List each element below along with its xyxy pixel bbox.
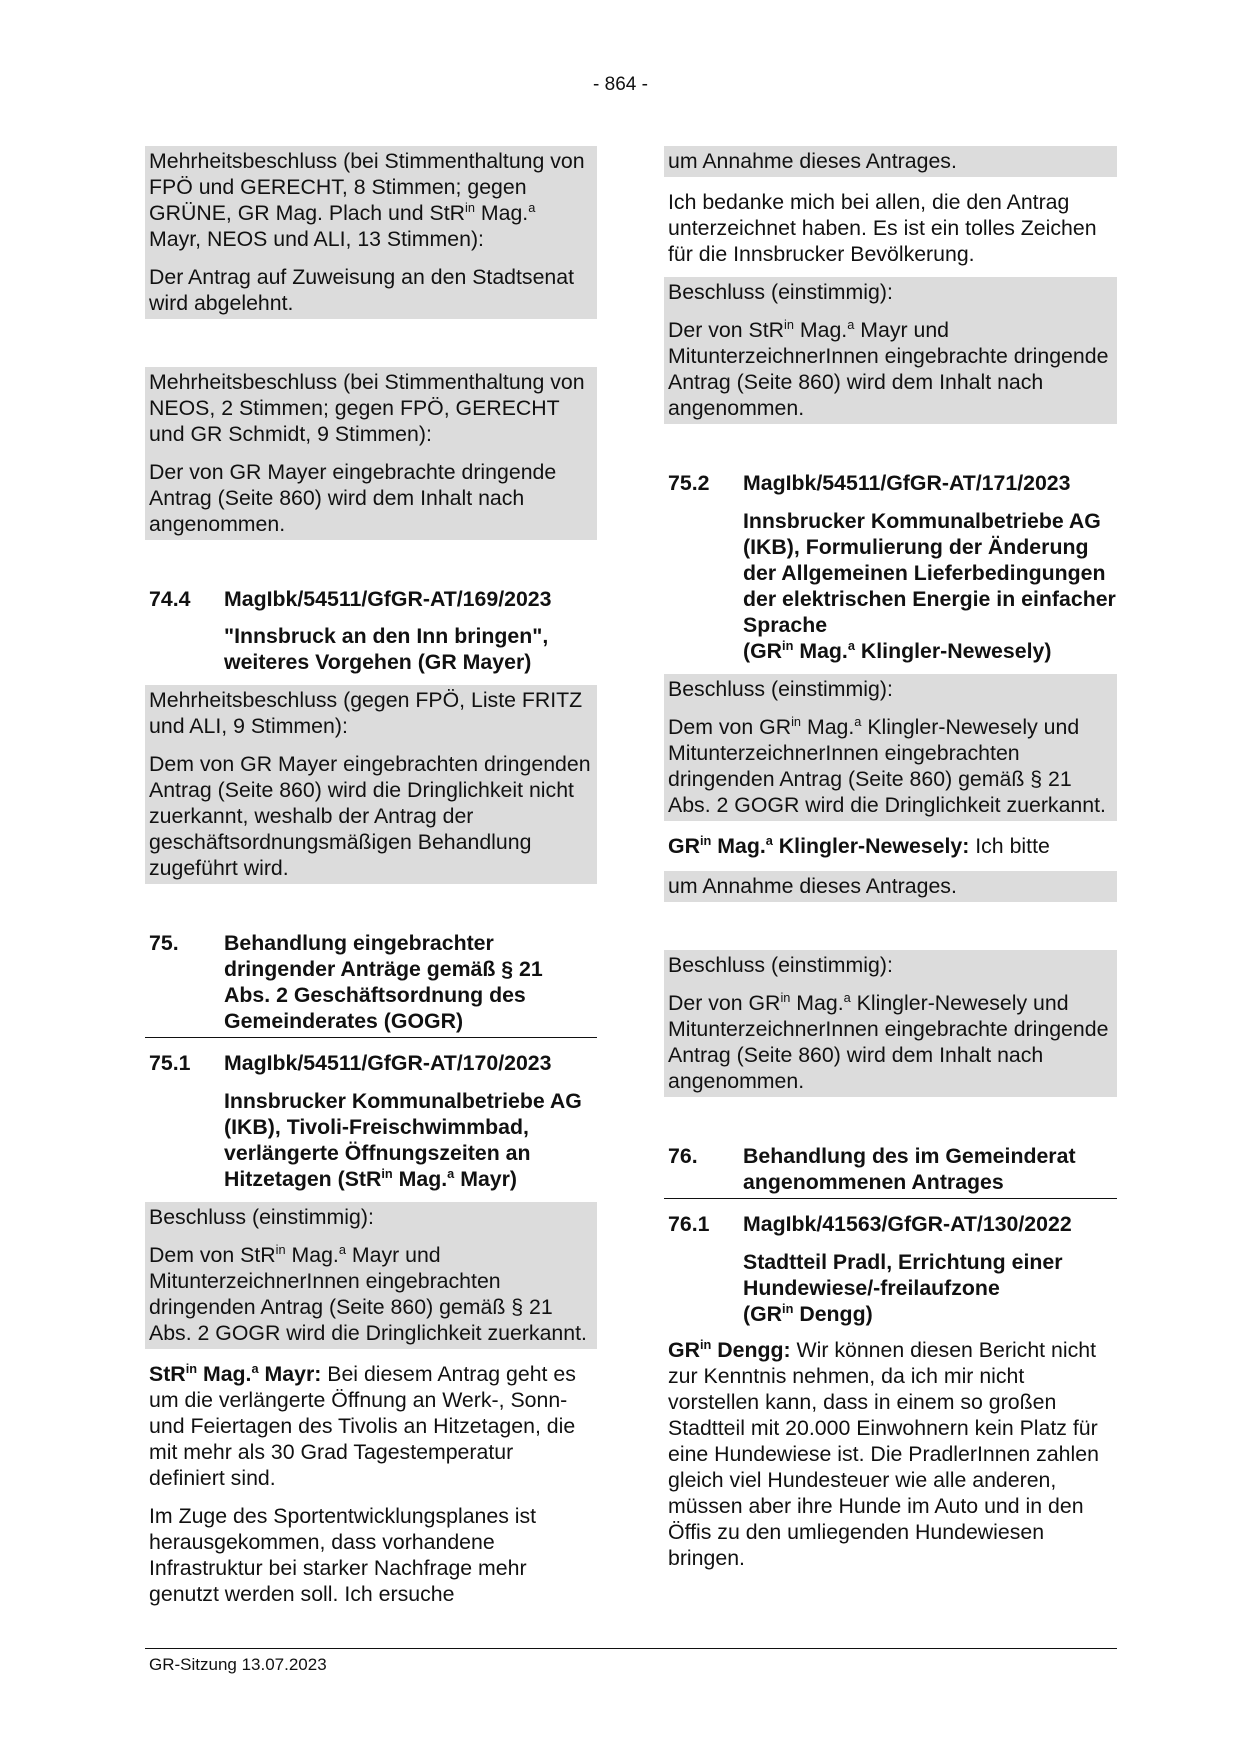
resolution-text: Beschluss (einstimmig): (668, 280, 893, 304)
resolution-text: Mehrheitsbeschluss (bei Stimmenthaltung von NEOS, 2 Stimmen; gegen FPÖ, GERECHT und GR Schmidt, 9 Stimmen): (149, 370, 585, 446)
section-heading-74-4: 74.4 MagIbk/54511/GfGR-AT/169/2023 (149, 587, 552, 611)
section-heading-75-2: 75.2 MagIbk/54511/GfGR-AT/171/2023 (668, 471, 1071, 495)
resolution-text: Beschluss (einstimmig): (149, 1205, 374, 1229)
body-paragraph: Ich bedanke mich bei allen, die den Antrag unterzeichnet haben. Es ist ein tolles Zeichen für die Innsbrucker Bevölkerung. (668, 190, 1097, 266)
speaker-paragraph: $GR^{in}$ Dengg: Wir können diesen Bericht nicht zur Kenntnis nehmen, da ich mir nicht vorstellen kann, dass in einem so großen Stadtteil mit 20.000 Einwohnern kein Platz für eine Hundewiese ist. Die PradlerInnen zahlen gleich viel Hundesteuer wie alle anderen, müssen aber ihre Hunde im Auto und in den Öffis zu den umliegenden Hundewiesen bringen. (668, 1337, 1099, 1570)
section-heading-76: 76. Behandlung des im Gemeinderat angenommenen Antrages (664, 1143, 1117, 1199)
section-heading-75-1: 75.1 MagIbk/54511/GfGR-AT/170/2023 (149, 1051, 552, 1075)
left-column (145, 146, 597, 1607)
resolution-text: Mehrheitsbeschluss (bei Stimmenthaltung von FPÖ und GERECHT, 8 Stimmen; gegen GRÜNE, GR Mag. Plach und StR$^{in}$ Mag.$^a$ Mayr, NEOS und ALI, 13 Stimmen): (149, 149, 585, 251)
resolution-result: Dem von StR$^{in}$ Mag.$^a$ Mayr und MitunterzeichnerInnen eingebrachten dringenden Antrag (Seite 860) gemäß § 21 Abs. 2 GOGR wird die Dringlichkeit zuerkannt. (149, 1242, 587, 1345)
resolution-block-5 (664, 277, 1117, 424)
resolution-block-2 (145, 367, 597, 540)
footer-rule (145, 1648, 1117, 1649)
section-title-76-1: Stadtteil Pradl, Errichtung einer Hundewiese/-freilaufzone (743, 1250, 1063, 1300)
resolution-result: Dem von GR Mayer eingebrachten dringenden Antrag (Seite 860) wird die Dringlichkeit nicht zuerkannt, weshalb der Antrag der geschäftsordnungsmäßigen Behandlung zugeführt wird. (149, 752, 591, 880)
continuation-highlight: um Annahme dieses Antrages. (664, 871, 1117, 902)
speaker-paragraph: $GR^{in}$ Mag.$^a$ Klingler-Newesely: Ich bitte (668, 833, 1050, 858)
continuation-highlight: um Annahme dieses Antrages. (664, 146, 1117, 177)
section-title-76-1-author: ($GR^{in}$ Dengg) (743, 1301, 873, 1326)
resolution-block-4 (145, 1202, 597, 1349)
resolution-text: Mehrheitsbeschluss (gegen FPÖ, Liste FRITZ und ALI, 9 Stimmen): (149, 688, 583, 738)
body-paragraph: Im Zuge des Sportentwicklungsplanes ist herausgekommen, dass vorhandene Infrastruktur bei starker Nachfrage mehr genutzt werden soll. Ich ersuche (149, 1504, 537, 1606)
right-column (664, 146, 1117, 1571)
section-heading-76-1: 76.1 MagIbk/41563/GfGR-AT/130/2022 (668, 1212, 1072, 1236)
resolution-result: Dem von $GR^{in}$ Mag.$^a$ Klingler-Newesely und MitunterzeichnerInnen eingebrachten dringenden Antrag (Seite 860) gemäß § 21 Abs. 2 GOGR wird die Dringlichkeit zuerkannt. (668, 714, 1106, 817)
resolution-result: Der von StR$^{in}$ Mag.$^a$ Mayr und MitunterzeichnerInnen eingebrachte dringende Antrag (Seite 860) wird dem Inhalt nach angenommen. (668, 317, 1109, 420)
section-heading-75: 75. Behandlung eingebrachter dringender Anträge gemäß § 21 Abs. 2 Geschäftsordnung des Gemeinderates (GOGR) (145, 930, 597, 1038)
footer-session-date: GR-Sitzung 13.07.2023 (149, 1655, 327, 1674)
section-title-74-4: "Innsbruck an den Inn bringen", weiteres Vorgehen (GR Mayer) (224, 624, 549, 674)
resolution-block-1 (145, 146, 597, 319)
speaker-name: $GR^{in}$ Mag.$^a$ Klingler-Newesely: (668, 833, 970, 858)
section-title-75-2-author: ($GR^{in}$ Mag.$^a$ Klingler-Newesely) (743, 638, 1052, 663)
speaker-paragraph: StR$^{in}$ Mag.$^a$ Mayr: Bei diesem Antrag geht es um die verlängerte Öffnung an Werk-, Sonn- und Feiertagen des Tivolis an Hitzetagen, die mit mehr als 30 Grad Tagestemperatur definiert sind. (149, 1361, 576, 1490)
resolution-result: Der Antrag auf Zuweisung an den Stadtsenat wird abgelehnt. (149, 265, 575, 315)
resolution-block-3 (145, 685, 597, 884)
resolution-block-6 (664, 674, 1117, 821)
section-title-75-2: Innsbrucker Kommunalbetriebe AG (IKB), Formulierung der Änderung der Allgemeinen Lieferbedingungen der elektrischen Energie in einfacher Sprache (743, 509, 1116, 637)
resolution-block-7 (664, 950, 1117, 1097)
page-number: - 864 - (593, 74, 648, 95)
resolution-text: Beschluss (einstimmig): (668, 677, 893, 701)
resolution-result: Der von GR Mayer eingebrachte dringende Antrag (Seite 860) wird dem Inhalt nach angenommen. (149, 460, 557, 536)
resolution-result: Der von $GR^{in}$ Mag.$^a$ Klingler-Newesely und MitunterzeichnerInnen eingebrachte dringende Antrag (Seite 860) wird dem Inhalt nach angenommen. (668, 990, 1109, 1093)
speaker-name: $GR^{in}$ Dengg: (668, 1337, 791, 1362)
speaker-name: StR$^{in}$ Mag.$^a$ Mayr: (149, 1361, 322, 1386)
resolution-text: Beschluss (einstimmig): (668, 953, 893, 977)
section-title-75-1: Innsbrucker Kommunalbetriebe AG (IKB), Tivoli-Freischwimmbad, verlängerte Öffnungszeiten an Hitzetagen (StR$^{in}$ Mag.$^a$ Mayr) (224, 1089, 582, 1191)
